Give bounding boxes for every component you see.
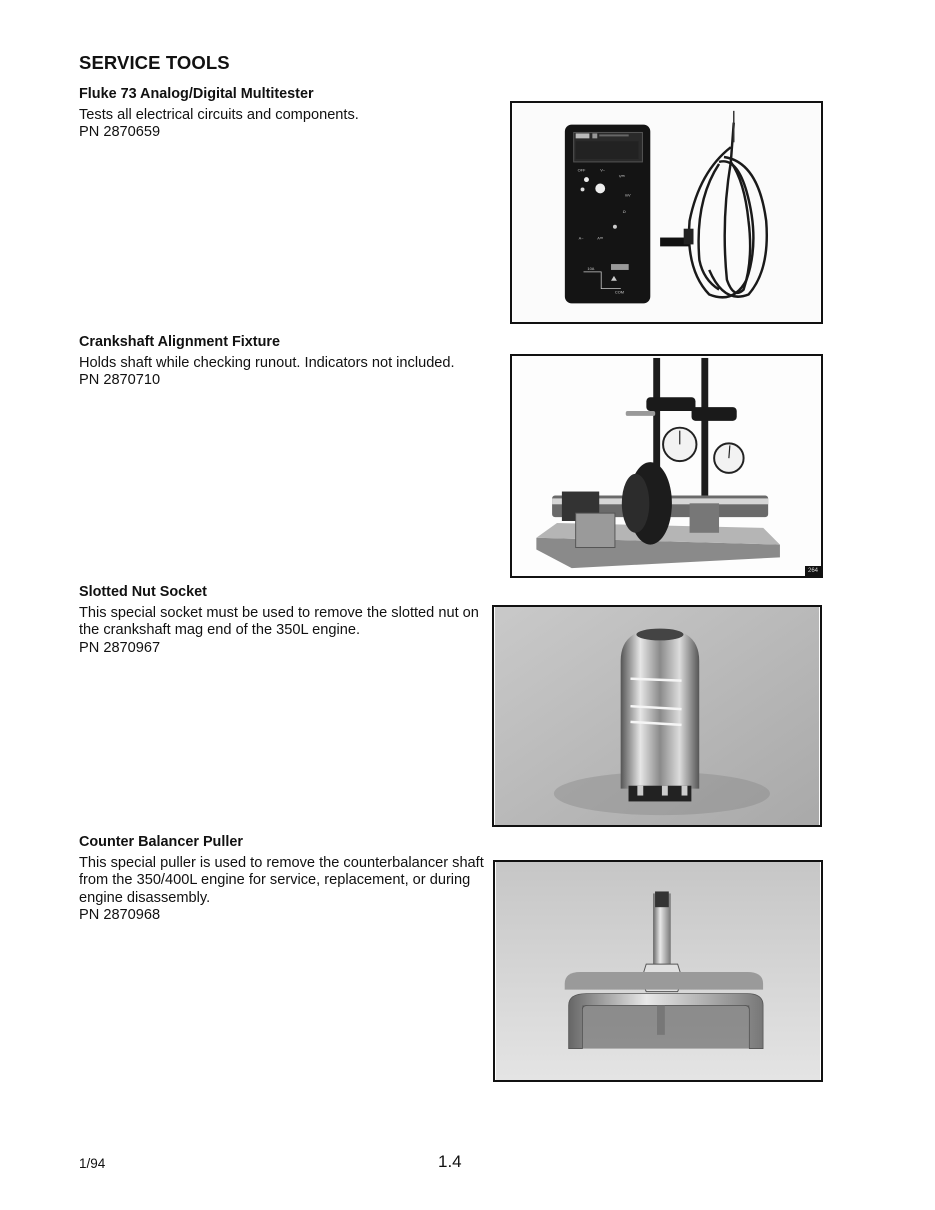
tool-entry-multitester bbox=[79, 86, 489, 142]
tool-part-number: PN 2870659 bbox=[79, 124, 161, 140]
svg-text:10A: 10A bbox=[587, 265, 595, 271]
tool-part-number: PN 2870710 bbox=[79, 372, 161, 388]
tool-entry-crankshaft-fixture bbox=[79, 334, 489, 390]
tool-description: This special socket must be used to remove the slotted nut on the crankshaft mag end of the 350L engine. bbox=[79, 604, 479, 638]
svg-text:V⎓: V⎓ bbox=[618, 173, 625, 179]
crankshaft-fixture-illustration bbox=[512, 356, 821, 576]
svg-text:OFF: OFF bbox=[577, 167, 586, 173]
svg-text:A⎓: A⎓ bbox=[597, 235, 603, 241]
svg-text:A~: A~ bbox=[578, 235, 584, 241]
tool-image-crankshaft-fixture bbox=[510, 354, 823, 578]
tool-image-counter-balancer-puller bbox=[493, 860, 823, 1082]
figure-label: 264 bbox=[805, 566, 821, 576]
slotted-socket-illustration bbox=[494, 607, 820, 825]
tool-description: Holds shaft while checking runout. Indicators not included. bbox=[79, 354, 455, 371]
tool-entry-counter-balancer-puller bbox=[79, 834, 489, 925]
tool-entry-slotted-nut-socket bbox=[79, 584, 489, 657]
svg-text:V~: V~ bbox=[600, 167, 606, 173]
tool-description: Tests all electrical circuits and components. bbox=[79, 106, 359, 123]
tool-part-number: PN 2870968 bbox=[79, 907, 161, 923]
tool-name: Slotted Nut Socket bbox=[79, 584, 207, 600]
tool-image-slotted-nut-socket bbox=[492, 605, 822, 827]
multimeter-illustration bbox=[512, 103, 821, 322]
svg-text:COM: COM bbox=[614, 289, 625, 295]
tool-image-multitester bbox=[510, 101, 823, 324]
section-title: SERVICE TOOLS bbox=[79, 52, 230, 73]
tool-name: Crankshaft Alignment Fixture bbox=[79, 334, 280, 350]
footer-date: 1/94 bbox=[79, 1156, 106, 1171]
puller-illustration bbox=[495, 862, 821, 1080]
tool-part-number: PN 2870967 bbox=[79, 639, 161, 656]
svg-text:Ω: Ω bbox=[622, 208, 626, 214]
tool-name: Counter Balancer Puller bbox=[79, 834, 243, 850]
page-number: 1.4 bbox=[438, 1152, 462, 1171]
tool-name: Fluke 73 Analog/Digital Multitester bbox=[79, 86, 314, 102]
tool-description: This special puller is used to remove the counterbalancer shaft from the 350/400L engine for service, replacement, or during engine disassembly. bbox=[79, 854, 484, 906]
svg-text:mV: mV bbox=[624, 192, 631, 198]
